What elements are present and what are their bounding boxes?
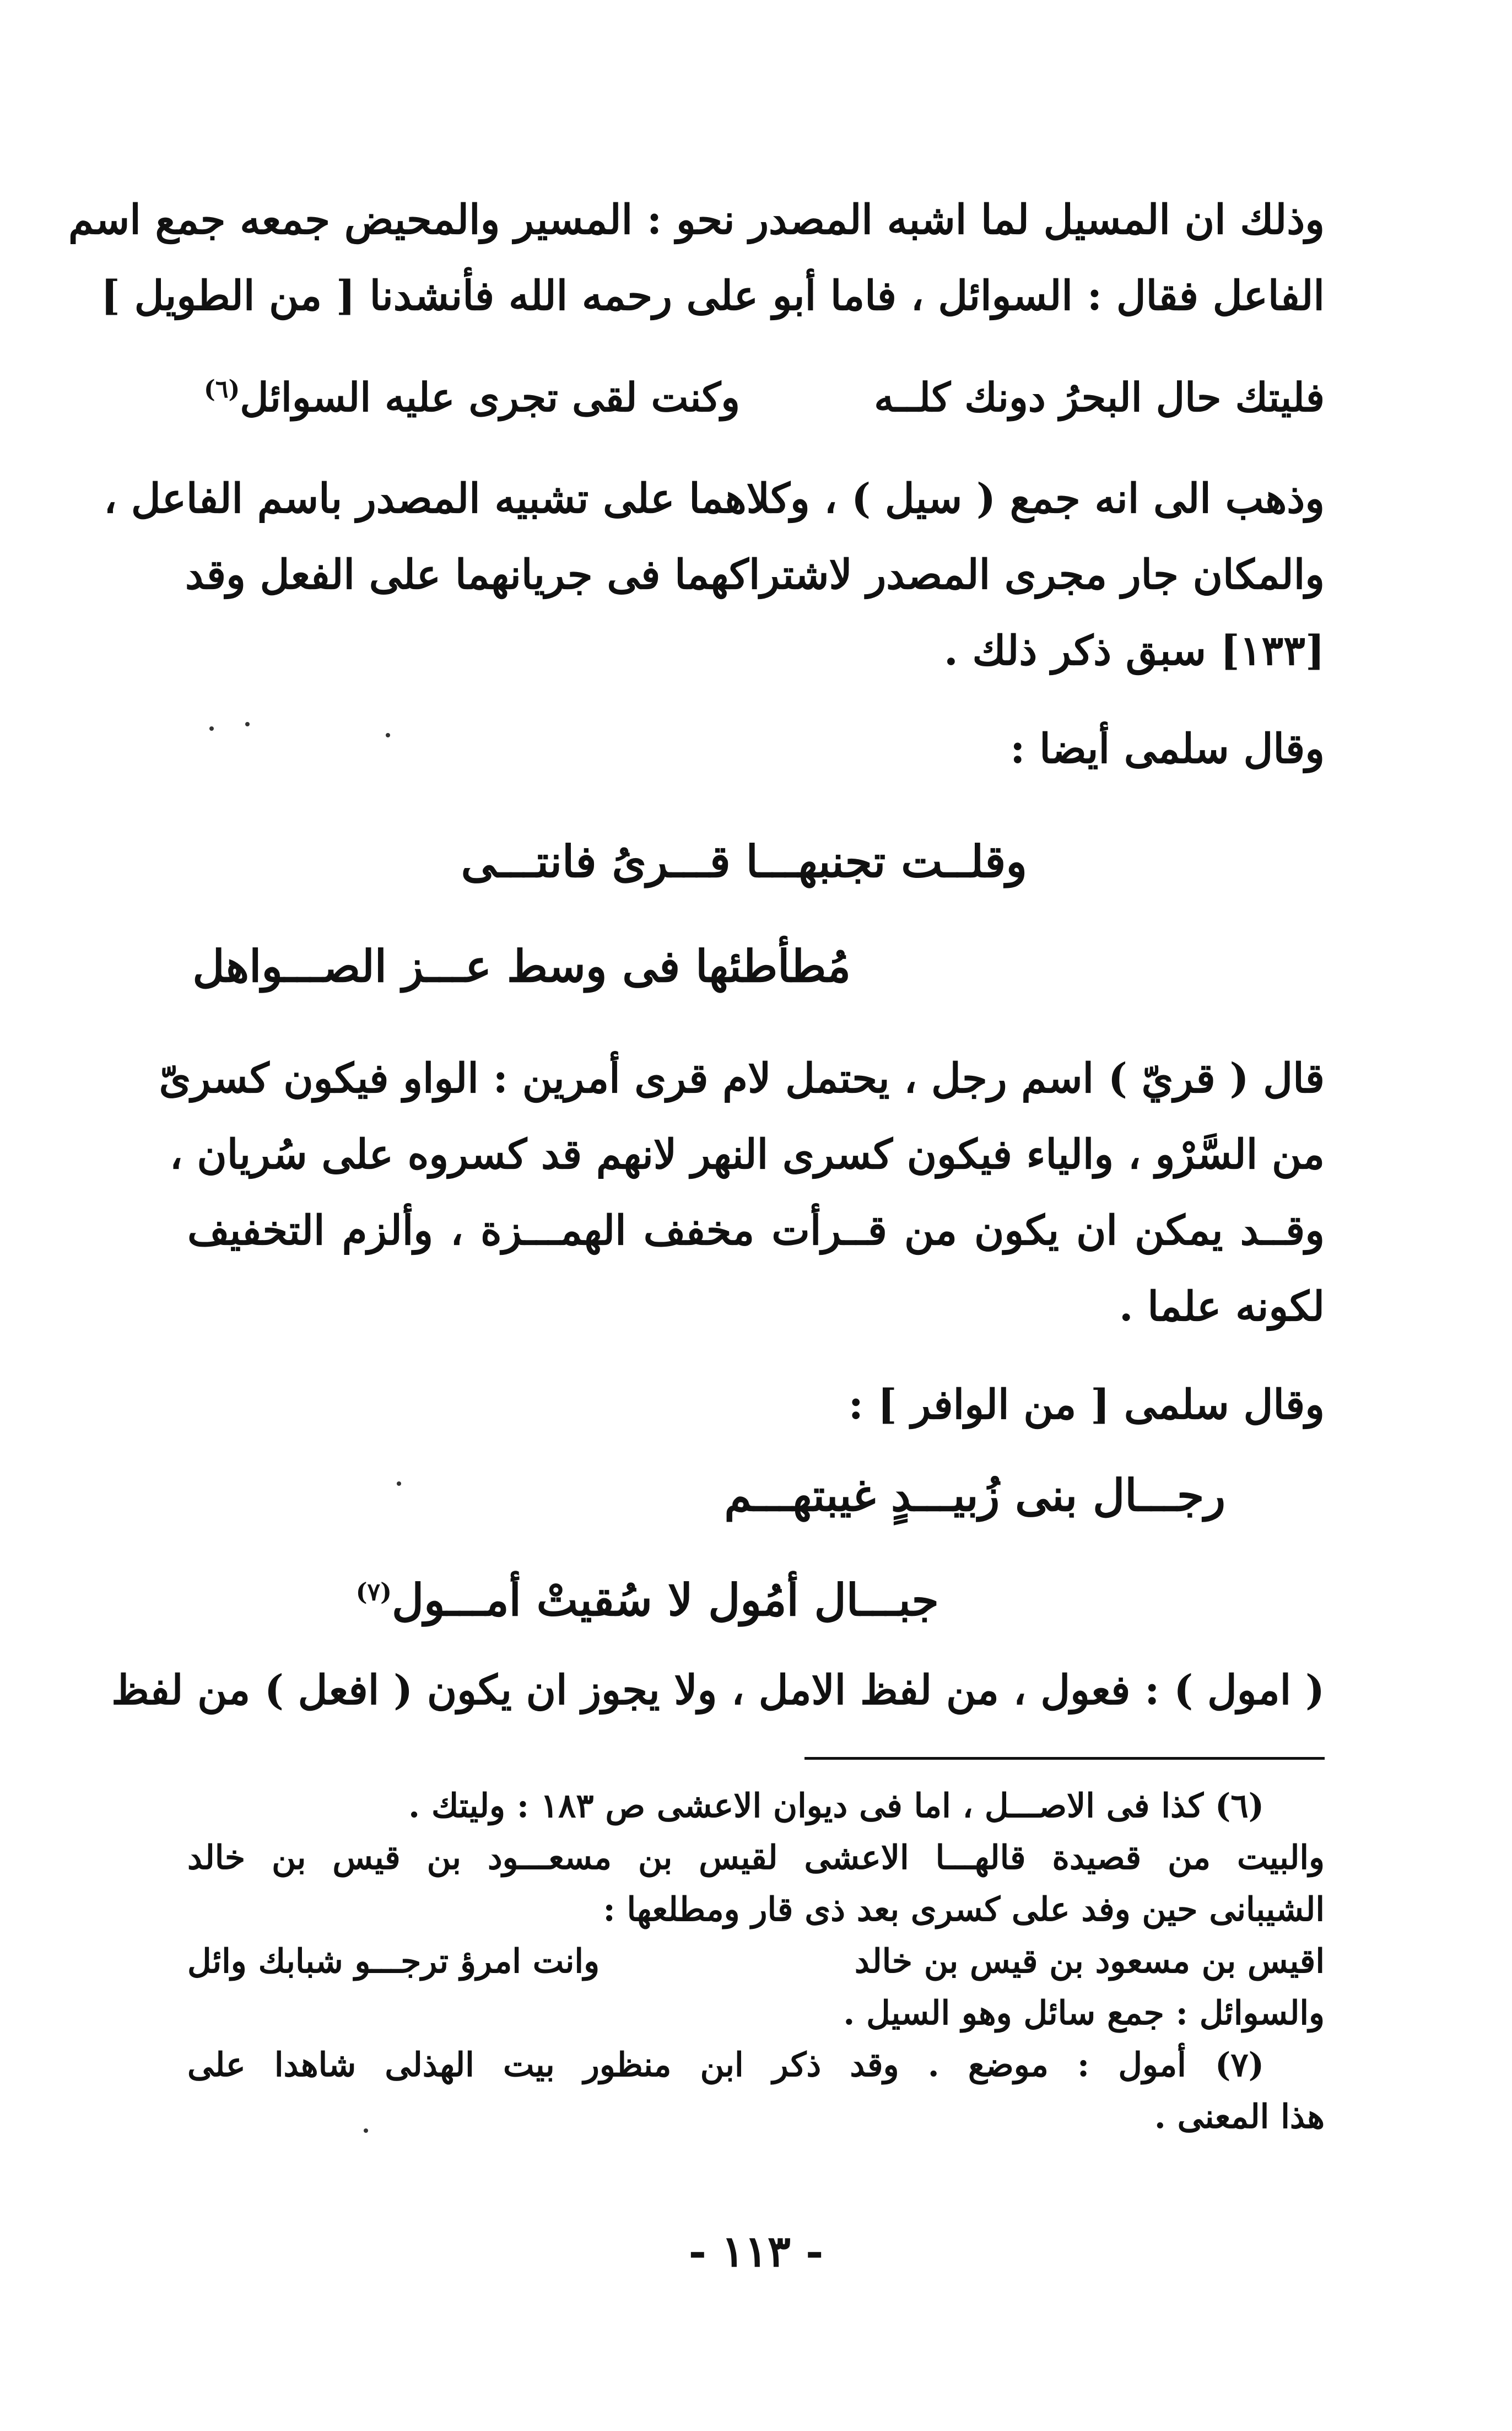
footnote-6-line: والبيت من قصيدة قالهـــا الاعشى لقيس بن مسعـــود بن قيس بن خالد <box>187 1839 1325 1877</box>
footnote-7-line: هذا المعنى . <box>1154 2098 1325 2136</box>
paragraph-1 <box>68 182 1325 334</box>
footnote-6-line: والسوائل : جمع سائل وهو السيل . <box>843 1994 1325 2033</box>
text-line: وقــد يمكن ان يكون من قــرأت مخفف الهمـــزة ، وألزم التخفيف <box>187 1207 1325 1254</box>
footnote-7-line: (٧) أمول : موضع . وقد ذكر ابن منظور بيت الهذلى شاهدا على <box>187 2046 1264 2084</box>
paragraph-2 <box>104 461 1325 689</box>
scan-speck <box>386 733 390 737</box>
text-line: وذهب الى انه جمع ( سيل ) ، وكلاهما على تشبيه المصدر باسم الفاعل ، <box>104 475 1325 522</box>
footnote-6-line: الشيبانى حين وفد على كسرى بعد ذى قار ومطلعها : <box>603 1890 1325 1929</box>
text-line: لكونه علما . <box>1119 1283 1325 1330</box>
text-line: والمكان جار مجرى المصدر لاشتراكهما فى جريانهما على الفعل وقد <box>185 551 1325 599</box>
verse-line-2 <box>187 1548 1325 1652</box>
footnote-verse-hemistich-1: اقيس بن مسعود بن قيس بن خالد <box>854 1942 1325 1981</box>
verse-line-1: وقلــت تجنبهـــا قـــرىُ فانتـــى <box>461 836 1027 887</box>
footnote-6-verse <box>187 1936 1325 1987</box>
intro-3 <box>187 1367 1325 1443</box>
verse-line-2: مُطأطئها فى وسط عـــز الصـــواهل <box>192 940 851 992</box>
scan-speck <box>209 726 214 731</box>
text-line: الفاعل فقال : السوائل ، فاما أبو على رحمه الله فأنشدنا [ من الطويل ] <box>100 272 1325 320</box>
text-line: ( امول ) : فعول ، من لفظ الامل ، ولا يجوز ان يكون ( افعل ) من لفظ <box>111 1667 1325 1714</box>
footnote-6-line: (٦) كذا فى الاصـــل ، اما فى ديوان الاعشى ص ١٨٣ : وليتك . <box>408 1787 1264 1825</box>
footnote-verse-hemistich-2: وانت امرؤ ترجـــو شبابك وائل <box>187 1942 600 1981</box>
text-line: من السَّرْو ، والياء فيكون كسرى النهر لانهم قد كسروه على سُريان ، <box>169 1131 1325 1178</box>
verse-hemistich-2 <box>204 356 740 439</box>
intro-2 <box>187 711 1325 787</box>
verse-line-2-text: جبـــال أمُول لا سُقيتْ أمـــول <box>391 1574 939 1626</box>
verse-2 <box>187 809 1325 1018</box>
verse-hemistich-1: فليتك حال البحرُ دونك كلــه <box>874 374 1325 421</box>
footnotes <box>187 1780 1325 2143</box>
scan-speck <box>245 722 250 726</box>
text-line: وقال سلمى [ من الوافر ] : <box>848 1381 1325 1429</box>
text-line: [١٣٣] سبق ذكر ذلك . <box>943 627 1325 675</box>
paragraph-4 <box>111 1652 1325 1728</box>
paragraph-3 <box>159 1041 1325 1345</box>
page-number: - ١١٣ - <box>688 2227 824 2277</box>
scan-speck <box>397 1481 401 1486</box>
verse-3 <box>187 1443 1325 1652</box>
text-line: وقال سلمى أيضا : <box>1010 725 1325 773</box>
text-line: قال ( قريّ ) اسم رجل ، يحتمل لام قرى أمرين : الواو فيكون كسرىّ <box>159 1055 1325 1102</box>
verse-line-1: رجـــال بنى زُبيـــدٍ غيبتهـــم <box>724 1469 1225 1521</box>
footnote-ref-7: (٧) <box>355 1578 392 1607</box>
footnote-ref-6: (٦) <box>204 375 240 403</box>
footnote-separator <box>804 1757 1325 1760</box>
verse-hemistich-2-text: وكنت لقى تجرى عليه السوائل <box>240 374 741 421</box>
scan-speck <box>364 2128 368 2133</box>
text-line: وذلك ان المسيل لما اشبه المصدر نحو : المسير والمحيض جمعه جمع اسم <box>68 196 1325 244</box>
verse-1 <box>187 356 1325 439</box>
page-body <box>68 182 1325 1728</box>
